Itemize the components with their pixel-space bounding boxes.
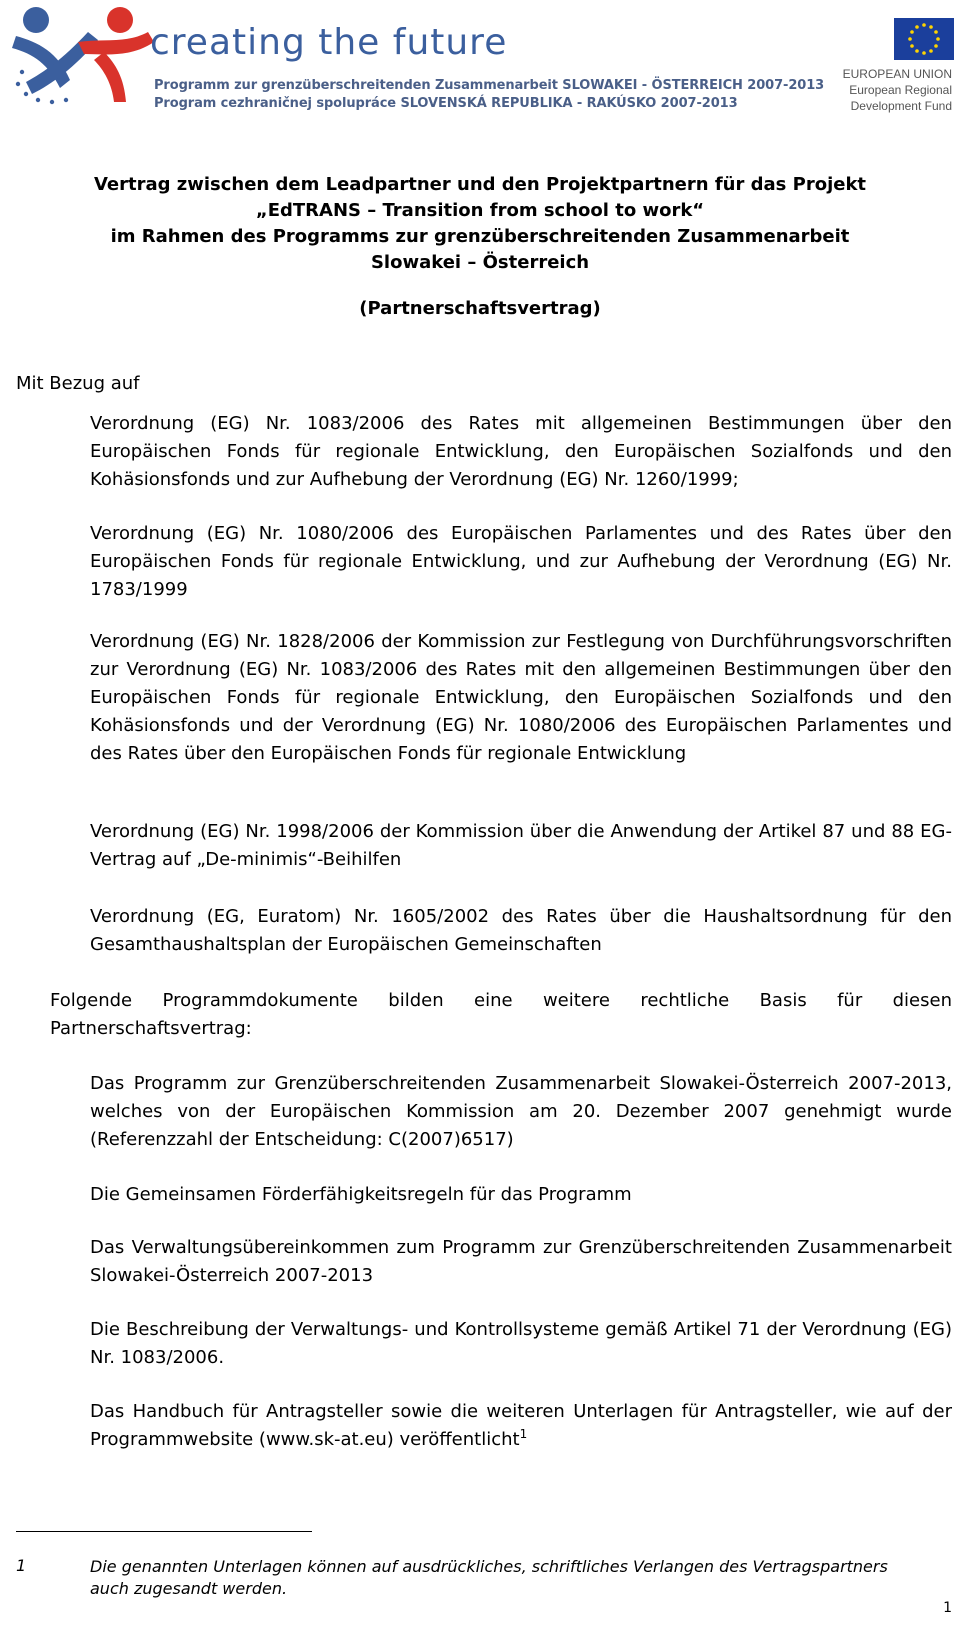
- footnote-number: 1: [16, 1556, 27, 1575]
- contract-title: [30, 172, 930, 276]
- title-line-3: im Rahmen des Programms zur grenzüberschreitenden Zusammenarbeit: [110, 226, 850, 247]
- page-number: 1: [943, 1600, 952, 1616]
- regulation-3: Verordnung (EG) Nr. 1828/2006 der Kommission zur Festlegung von Durchführungsvorschriften zur Verordnung (EG) Nr. 1083/2006 des Rates mit den allgemeinen Bestimmungen über den Europäischen Fonds für regionale Entwicklung, den Europäischen Sozialfonds und den Kohäsionsfonds und der Verordnung (EG) Nr. 1080/2006 des Europäischen Parlamentes und des Rates über den Europäischen Fonds für regionale Entwicklung: [90, 631, 952, 764]
- program-document-3: Das Verwaltungsübereinkommen zum Programm zur Grenzüberschreitenden Zusammenarbeit Slowakei-Österreich 2007-2013: [90, 1237, 952, 1286]
- title-line-1: Vertrag zwischen dem Leadpartner und den Projektpartnern für das Projekt: [93, 174, 867, 195]
- program-document-5-text: Das Handbuch für Antragsteller sowie die weiteren Unterlagen für Antragsteller, wie auf der Programmwebsite (www.sk-at.eu) veröffentlicht: [90, 1401, 952, 1450]
- logo-red-body: [94, 52, 126, 102]
- program-document-2: Die Gemeinsamen Förderfähigkeitsregeln für das Programm: [90, 1184, 632, 1205]
- footnote-separator: [16, 1531, 312, 1532]
- intro-text: Mit Bezug auf: [16, 373, 140, 394]
- footnote-reference[interactable]: 1: [519, 1427, 528, 1441]
- logo-title: creating the future: [150, 22, 508, 63]
- logo-red-head: [107, 7, 133, 33]
- footnote-text: Die genannten Unterlagen können auf ausdrückliches, schriftliches Verlangen des Vertragspartners auch zugesandt werden.: [90, 1557, 888, 1598]
- eu-line-2: European Regional: [849, 83, 952, 97]
- title-line-4: Slowakei – Österreich: [370, 252, 590, 273]
- regulation-5: Verordnung (EG, Euratom) Nr. 1605/2002 des Rates über die Haushaltsordnung für den Gesamthaushaltsplan der Europäischen Gemeinschaften: [90, 906, 952, 955]
- regulation-1: Verordnung (EG) Nr. 1083/2006 des Rates mit allgemeinen Bestimmungen über den Europäischen Fonds für regionale Entwicklung, den Europäischen Sozialfonds und den Kohäsionsfonds und zur Aufhebung der Verordnung (EG) Nr. 1260/1999;: [90, 413, 952, 490]
- program-logo-figures: [8, 2, 158, 108]
- eu-line-3: Development Fund: [850, 99, 952, 113]
- logo-blue-head: [23, 7, 49, 33]
- title-line-2: „EdTRANS – Transition from school to work“: [255, 200, 705, 221]
- program-line-de: Programm zur grenzüberschreitenden Zusammenarbeit SLOWAKEI - ÖSTERREICH 2007-2013: [154, 78, 825, 93]
- program-document-1: Das Programm zur Grenzüberschreitenden Zusammenarbeit Slowakei-Österreich 2007-2013, welches von der Europäischen Kommission am 20. Dezember 2007 genehmigt wurde (Referenzzahl der Entscheidung: C(2007)6517): [90, 1073, 952, 1150]
- regulation-2: Verordnung (EG) Nr. 1080/2006 des Europäischen Parlamentes und des Rates über den Europäischen Fonds für regionale Entwicklung, und zur Aufhebung der Verordnung (EG) Nr. 1783/1999: [90, 523, 952, 600]
- program-document-4: Die Beschreibung der Verwaltungs- und Kontrollsysteme gemäß Artikel 71 der Verordnung (EG) Nr. 1083/2006.: [90, 1319, 952, 1368]
- eu-line-1: EUROPEAN UNION: [842, 67, 952, 81]
- program-document-5: [90, 1398, 952, 1454]
- eu-fund-label: [843, 66, 952, 114]
- contract-subtitle: (Partnerschaftsvertrag): [359, 298, 601, 319]
- eu-flag-icon: [894, 18, 954, 60]
- program-documents-intro: Folgende Programmdokumente bilden eine weitere rechtliche Basis für diesen Partnerschaftsvertrag:: [50, 990, 952, 1039]
- regulation-4: Verordnung (EG) Nr. 1998/2006 der Kommission über die Anwendung der Artikel 87 und 88 EG-Vertrag auf „De-minimis“-Beihilfen: [90, 821, 952, 870]
- program-line-sk: Program cezhraničnej spolupráce SLOVENSKÁ REPUBLIKA - RAKÚSKO 2007-2013: [154, 96, 738, 111]
